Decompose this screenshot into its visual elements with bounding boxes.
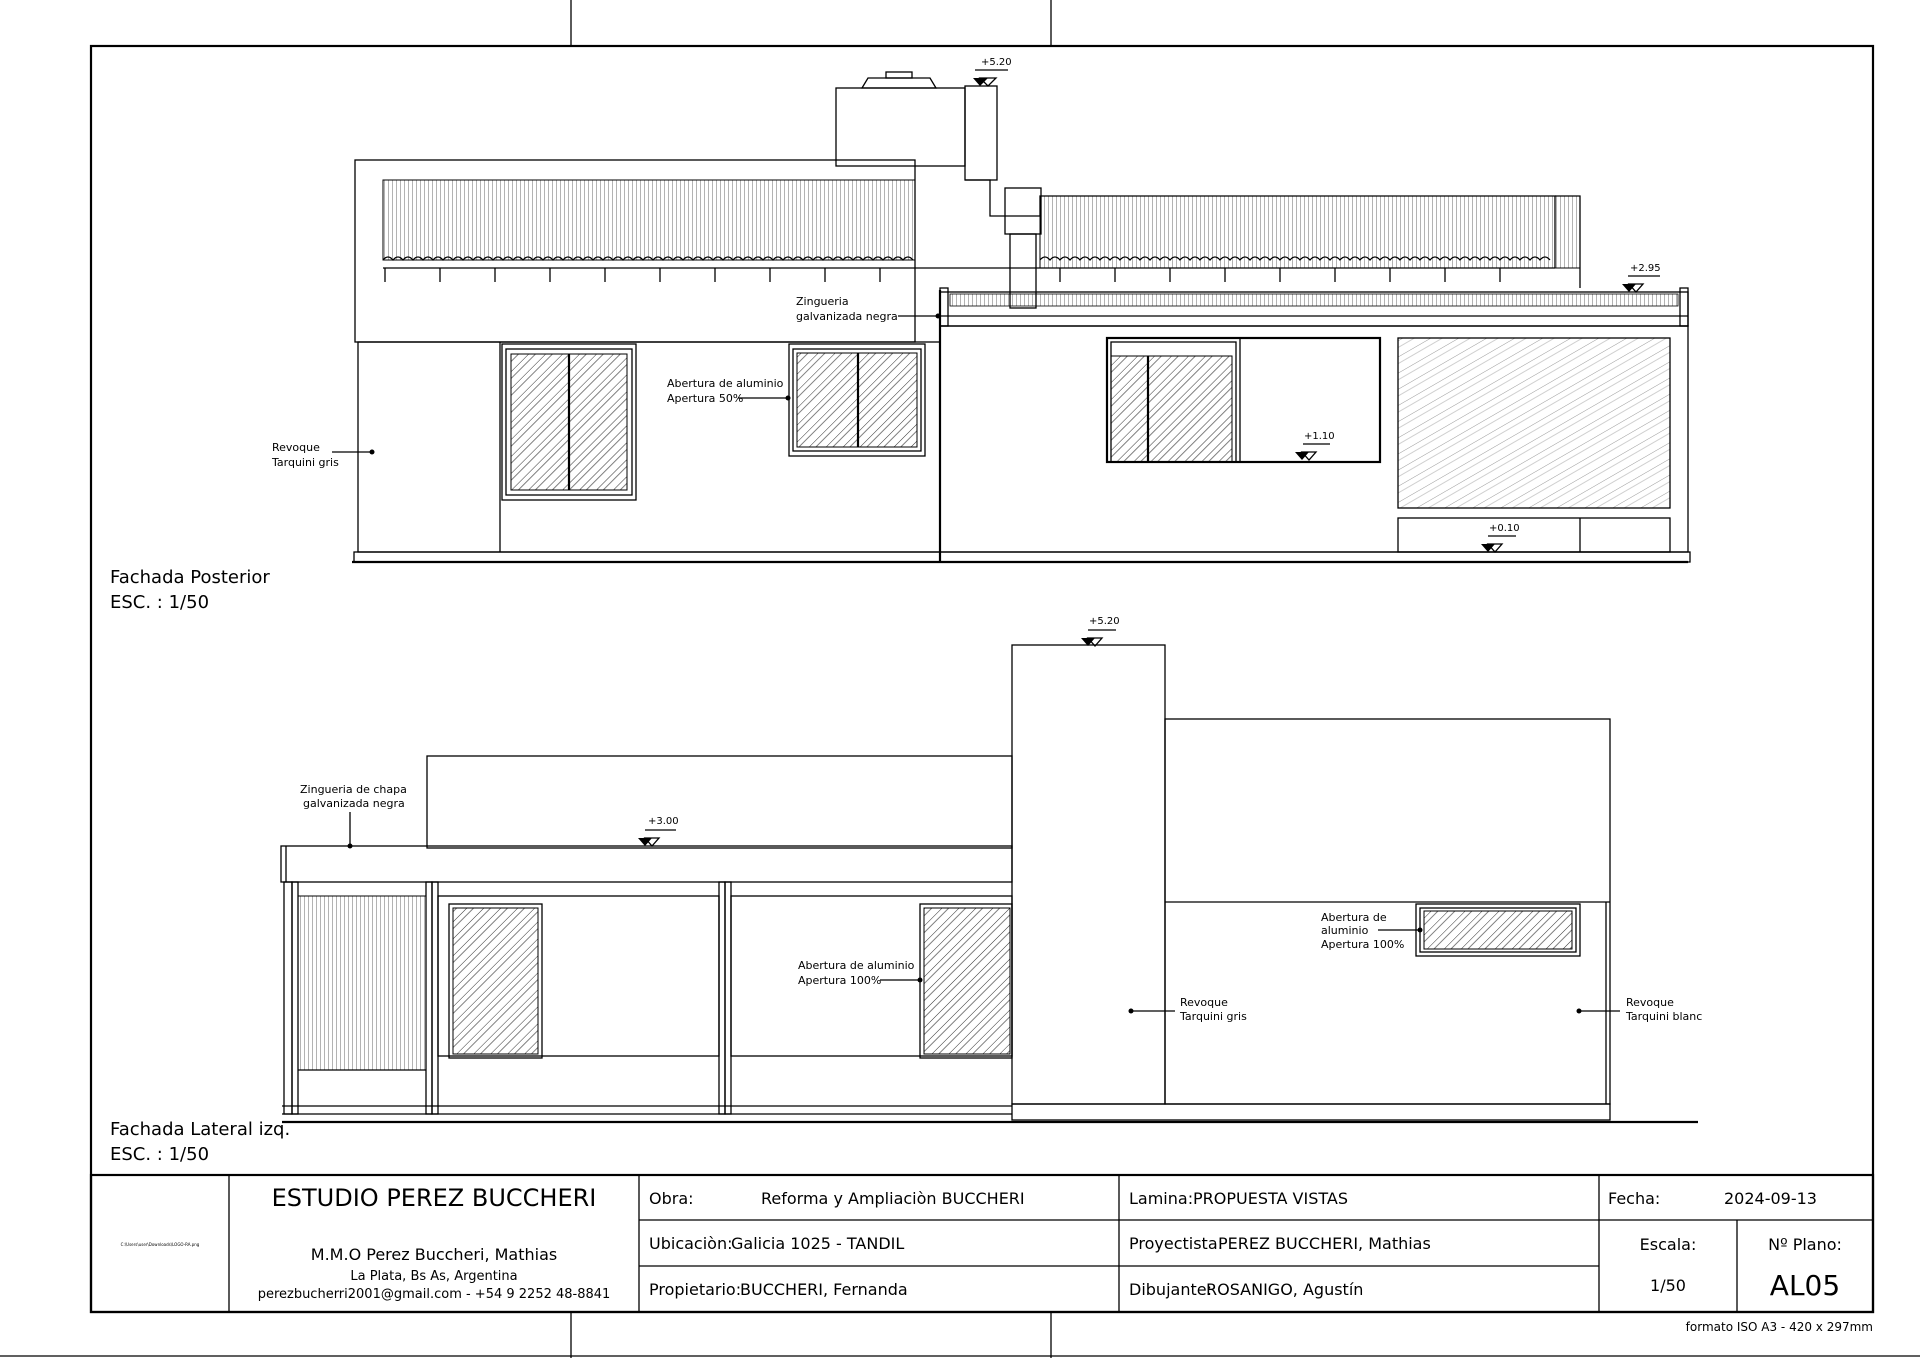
studio-city: La Plata, Bs As, Argentina [350, 1269, 518, 1284]
level-label: +5.20 [981, 57, 1012, 68]
chimney [1005, 188, 1041, 234]
side-facade-scale: ESC. : 1/50 [110, 1144, 210, 1165]
escala-value: 1/50 [1650, 1276, 1686, 1295]
note-line: Revoque [1180, 996, 1228, 1009]
plano-value: AL05 [1769, 1269, 1841, 1302]
dibujante-label: Dibujante: [1129, 1280, 1212, 1299]
obra-label: Obra: [649, 1189, 694, 1208]
lamina-label: Lamina: [1129, 1189, 1194, 1208]
level-label: +1.10 [1304, 431, 1335, 442]
plano-label: Nº Plano: [1768, 1235, 1842, 1254]
note-line: Tarquini blanc [1626, 1010, 1703, 1023]
studio-mmo: M.M.O Perez Buccheri, Mathias [310, 1245, 558, 1264]
note-line: Tarquini gris [272, 456, 339, 469]
format-note: formato ISO A3 - 420 x 297mm [1685, 1320, 1873, 1334]
side-facade-title: Fachada Lateral izq. [110, 1119, 291, 1140]
proyectista-label: Proyectista: [1129, 1234, 1224, 1253]
logo-path: C:\Users\user\Downloads\LOGO-RA.png [120, 1242, 200, 1247]
fecha-label: Fecha: [1608, 1189, 1661, 1208]
level-label: +5.20 [1089, 616, 1120, 627]
rear-facade-elevation [352, 72, 1690, 562]
dibujante-value: ROSANIGO, Agustín [1206, 1280, 1364, 1299]
level-label: +2.95 [1630, 263, 1661, 274]
lamina-value: PROPUESTA VISTAS [1193, 1189, 1348, 1208]
propietario-label: Propietario: [649, 1280, 742, 1299]
note-line: Zingueria [796, 295, 849, 308]
note-line: Revoque [272, 441, 320, 454]
tower [1012, 645, 1165, 1104]
note-line: Tarquini gris [1180, 1010, 1247, 1023]
studio-contact: perezbucherri2001@gmail.com - +54 9 2252 48-8841 [257, 1287, 611, 1302]
title-block [91, 1175, 1873, 1312]
side-facade-elevation [281, 645, 1698, 1122]
note-line: Apertura 100% [1321, 938, 1405, 951]
level-label: +3.00 [648, 816, 679, 827]
note-line: Zingueria de chapa [300, 783, 407, 796]
note-line: galvanizada negra [796, 310, 898, 323]
note-line: Apertura 100% [798, 974, 882, 987]
obra-value: Reforma y Ampliaciòn BUCCHERI [761, 1189, 1025, 1208]
wall-panel [1398, 338, 1670, 508]
escala-label: Escala: [1639, 1235, 1697, 1254]
proyectista-value: PEREZ BUCCHERI, Mathias [1218, 1234, 1431, 1253]
propietario-value: BUCCHERI, Fernanda [740, 1280, 908, 1299]
note-line: galvanizada negra [303, 797, 405, 810]
ubicacion-label: Ubicaciòn: [649, 1234, 733, 1253]
note-line: aluminio [1321, 924, 1369, 937]
studio-name: ESTUDIO PEREZ BUCCHERI [271, 1184, 597, 1212]
note-line: Revoque [1626, 996, 1674, 1009]
side-level-marks [638, 616, 1120, 846]
rear-facade-scale: ESC. : 1/50 [110, 592, 210, 613]
level-label: +0.10 [1489, 523, 1520, 534]
note-line: Abertura de aluminio [798, 959, 915, 972]
note-line: Abertura de [1321, 911, 1387, 924]
note-line: Apertura 50% [667, 392, 744, 405]
note-line: Abertura de aluminio [667, 377, 784, 390]
fecha-value: 2024-09-13 [1724, 1189, 1817, 1208]
ubicacion-value: Galicia 1025 - TANDIL [731, 1234, 905, 1253]
rear-facade-title: Fachada Posterior [110, 567, 270, 588]
side-panel [298, 896, 426, 1070]
